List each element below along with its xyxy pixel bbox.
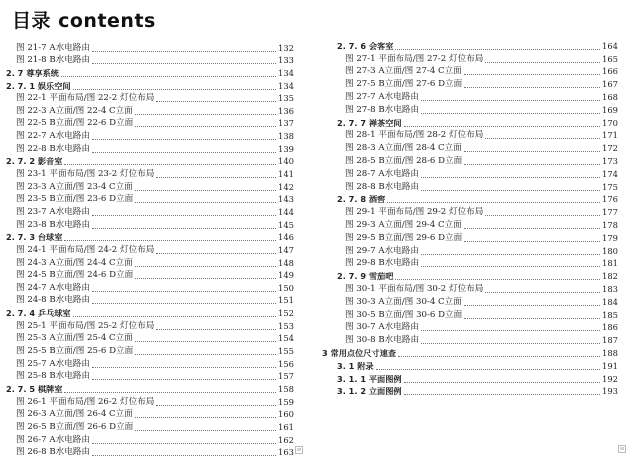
toc-entry-label: 图 27-8 B水电路由: [345, 104, 420, 115]
toc-entry-label: 2. 7. 5 棋牌室: [6, 383, 63, 394]
toc-entry[interactable]: [322, 180, 618, 193]
toc-entry-page: 134: [278, 67, 294, 78]
toc-entry[interactable]: [0, 167, 294, 180]
toc-entry-label: 图 26-8 B水电路由: [16, 447, 91, 458]
toc-entry-label: 图 27-1 平面布局/图 27-2 灯位布局: [345, 53, 484, 64]
dot-leader: [464, 304, 600, 306]
toc-entry-label: 图 29-8 B水电路由: [345, 258, 420, 269]
toc-entry[interactable]: [322, 90, 618, 103]
dot-leader: [404, 393, 600, 395]
toc-entry-label: 图 22-8 B水电路由: [16, 143, 91, 154]
toc-entry-label: 2. 7. 2 影音室: [6, 156, 63, 167]
toc-entry-page: 132: [278, 42, 294, 53]
toc-entry-page: 152: [278, 308, 294, 319]
toc-entry-page: 155: [278, 346, 294, 357]
toc-entry-label: 图 24-8 B水电路由: [16, 295, 91, 306]
toc-entry-page: 162: [278, 434, 294, 445]
toc-entry-page: 174: [602, 168, 618, 179]
toc-entry-page: 175: [602, 181, 618, 192]
dot-leader: [135, 113, 276, 115]
toc-entry-label: 图 22-3 A立面/图 22-4 C立面: [16, 105, 133, 116]
dot-leader: [156, 404, 276, 406]
toc-entry-page: 170: [602, 117, 618, 128]
toc-entry-label: 3 常用点位尺寸速查: [322, 347, 397, 358]
dot-leader: [135, 125, 276, 127]
dot-leader: [464, 150, 600, 152]
toc-entry-label: 图 30-3 A立面/图 30-4 C立面: [345, 296, 462, 307]
dot-leader: [421, 112, 600, 114]
toc-entry-page: 151: [278, 295, 294, 306]
toc-entry-label: 3. 1 附录: [337, 360, 374, 371]
toc-entry-page: 165: [602, 53, 618, 64]
dot-leader: [92, 151, 276, 153]
toc-entry-page: 159: [278, 396, 294, 407]
toc-entry[interactable]: [0, 79, 294, 92]
toc-entry[interactable]: [0, 243, 294, 256]
toc-entry-label: 图 28-3 A立面/图 28-4 C立面: [345, 143, 462, 154]
toc-left-column: [0, 41, 294, 458]
toc-entry-page: 184: [602, 296, 618, 307]
toc-entry-label: 图 27-7 A水电路由: [345, 91, 419, 102]
dot-leader: [92, 378, 276, 380]
toc-entry-label: 图 22-5 B立面/图 22-6 D立面: [16, 118, 134, 129]
dot-leader: [92, 214, 276, 216]
toc-entry-label: 图 27-5 B立面/图 27-6 D立面: [345, 79, 463, 90]
toc-entry[interactable]: [0, 54, 294, 67]
dot-leader: [92, 442, 276, 444]
dot-leader: [156, 100, 276, 102]
dot-leader: [464, 163, 600, 165]
toc-right-column: [322, 39, 618, 397]
toc-entry-label: 图 25-1 平面布局/图 25-2 灯位布局: [16, 320, 155, 331]
toc-entry-page: 160: [278, 409, 294, 420]
toc-entry[interactable]: [322, 141, 618, 154]
toc-entry-page: 185: [602, 309, 618, 320]
toc-entry-label: 2. 7. 9 雪茄吧: [337, 271, 394, 282]
toc-entry-label: 图 23-8 B水电路由: [16, 219, 91, 230]
toc-entry[interactable]: [322, 129, 618, 142]
toc-entry-page: 141: [278, 169, 294, 180]
toc-entry[interactable]: [322, 65, 618, 78]
toc-entry-label: 图 30-1 平面布局/图 30-2 灯位布局: [345, 283, 484, 294]
dot-leader: [135, 340, 276, 342]
toc-entry-page: 144: [278, 206, 294, 217]
dot-leader: [421, 253, 600, 255]
toc-entry-page: 147: [278, 244, 294, 255]
toc-entry-label: 图 28-1 平面布局/图 28-2 灯位布局: [345, 130, 484, 141]
dot-leader: [92, 227, 276, 229]
toc-entry[interactable]: [0, 319, 294, 332]
toc-entry-page: 136: [278, 105, 294, 116]
toc-entry-label: 2. 7. 1 娱乐空间: [6, 80, 71, 91]
toc-entry-page: 142: [278, 181, 294, 192]
toc-entry[interactable]: [322, 218, 618, 231]
dot-leader: [156, 176, 276, 178]
toc-entry-page: 191: [602, 360, 618, 371]
toc-entry[interactable]: [0, 370, 294, 383]
toc-entry[interactable]: [322, 308, 618, 321]
toc-entry-page: 186: [602, 322, 618, 333]
toc-entry[interactable]: [322, 167, 618, 180]
toc-entry-label: 图 29-5 B立面/图 29-6 D立面: [345, 232, 463, 243]
dot-leader: [404, 381, 600, 383]
toc-entry-page: 183: [602, 283, 618, 294]
toc-entry-page: 158: [278, 383, 294, 394]
toc-entry-label: 图 28-5 B立面/图 28-6 D立面: [345, 155, 463, 166]
toc-entry-label: 2. 7. 8 酒窖: [337, 194, 386, 205]
toc-entry-label: 图 25-8 B水电路由: [16, 371, 91, 382]
toc-entry-page: 143: [278, 194, 294, 205]
toc-entry-page: 182: [602, 271, 618, 282]
toc-entry-label: 2. 7 尊享系统: [6, 67, 59, 78]
toc-entry[interactable]: [0, 433, 294, 446]
dot-leader: [156, 252, 276, 254]
toc-entry-page: 163: [278, 447, 294, 458]
toc-entry-page: 166: [602, 66, 618, 77]
toc-entry[interactable]: [0, 193, 294, 206]
toc-entry-label: 图 30-8 B水电路由: [345, 335, 420, 346]
dot-leader: [156, 328, 276, 330]
toc-entry-label: 图 24-5 B立面/图 24-6 D立面: [16, 270, 134, 281]
toc-entry[interactable]: [0, 129, 294, 142]
toc-entry[interactable]: [322, 385, 618, 398]
toc-entry-label: 3. 1. 2 立面图例: [337, 386, 402, 397]
toc-entry-page: 180: [602, 245, 618, 256]
dot-leader: [135, 189, 276, 191]
toc-entry[interactable]: [322, 321, 618, 334]
toc-entry-page: 137: [278, 118, 294, 129]
toc-entry[interactable]: [0, 382, 294, 395]
toc-entry-page: 138: [278, 131, 294, 142]
toc-entry-label: 图 29-7 A水电路由: [345, 245, 419, 256]
toc-entry-page: 154: [278, 333, 294, 344]
toc-entry-label: 图 23-1 平面布局/图 23-2 灯位布局: [16, 169, 155, 180]
toc-entry-label: 2. 7. 3 台球室: [6, 232, 63, 243]
toc-entry-page: 179: [602, 232, 618, 243]
toc-entry-page: 135: [278, 93, 294, 104]
dot-leader: [464, 227, 600, 229]
toc-entry-page: 146: [278, 232, 294, 243]
toc-entry-page: 156: [278, 358, 294, 369]
toc-entry[interactable]: [322, 154, 618, 167]
toc-entry-label: 图 25-7 A水电路由: [16, 358, 90, 369]
dot-leader: [135, 277, 276, 279]
toc-entry[interactable]: [0, 117, 294, 130]
toc-entry[interactable]: [322, 193, 618, 206]
toc-entry[interactable]: [322, 77, 618, 90]
toc-entry-label: 图 24-3 A立面/图 24-4 C立面: [16, 257, 133, 268]
toc-entry-page: 172: [602, 143, 618, 154]
toc-entry-page: 187: [602, 335, 618, 346]
dot-leader: [61, 75, 276, 77]
toc-entry-label: 图 23-7 A水电路由: [16, 206, 90, 217]
toc-entry[interactable]: [0, 218, 294, 231]
dot-leader: [135, 416, 276, 418]
toc-entry[interactable]: [322, 372, 618, 385]
toc-entry[interactable]: [0, 344, 294, 357]
dot-leader: [421, 99, 600, 101]
toc-entry-label: 图 21-8 B水电路由: [16, 55, 91, 66]
toc-entry[interactable]: [0, 294, 294, 307]
toc-entry[interactable]: [0, 41, 294, 54]
toc-entry-label: 2. 7. 7 禅茶空间: [337, 117, 402, 128]
toc-entry[interactable]: [0, 446, 294, 459]
toc-entry-page: 193: [602, 386, 618, 397]
toc-entry-page: 192: [602, 373, 618, 384]
toc-entry[interactable]: [0, 256, 294, 269]
toc-entry-label: 图 22-1 平面布局/图 22-2 灯位布局: [16, 93, 155, 104]
toc-entry[interactable]: [0, 180, 294, 193]
toc-entry-page: 167: [602, 79, 618, 90]
dot-leader: [135, 201, 276, 203]
toc-entry-page: 171: [602, 130, 618, 141]
toc-entry[interactable]: [0, 66, 294, 79]
toc-entry[interactable]: [322, 205, 618, 218]
toc-entry-label: 图 21-7 A水电路由: [16, 42, 90, 53]
toc-entry-label: 图 29-1 平面布局/图 29-2 灯位布局: [345, 207, 484, 218]
dot-leader: [92, 454, 276, 456]
dot-leader: [135, 265, 276, 267]
toc-entry-label: 图 30-7 A水电路由: [345, 322, 419, 333]
dot-leader: [485, 214, 600, 216]
dot-leader: [464, 86, 600, 88]
dot-leader: [421, 329, 600, 331]
dot-leader: [135, 429, 276, 431]
dot-leader: [92, 50, 276, 52]
toc-entry[interactable]: [0, 269, 294, 282]
dot-leader: [376, 368, 600, 370]
dot-leader: [64, 163, 276, 165]
toc-entry[interactable]: [0, 92, 294, 105]
toc-entry-page: 150: [278, 282, 294, 293]
toc-entry-label: 2. 7. 4 乒乓球室: [6, 308, 71, 319]
toc-entry[interactable]: [0, 332, 294, 345]
toc-entry[interactable]: [0, 357, 294, 370]
dot-leader: [421, 342, 600, 344]
toc-entry-label: 图 25-3 A立面/图 25-4 C立面: [16, 333, 133, 344]
toc-entry-page: 176: [602, 194, 618, 205]
toc-entry-page: 149: [278, 270, 294, 281]
dot-leader: [73, 315, 276, 317]
toc-entry[interactable]: [322, 295, 618, 308]
toc-entry-page: 168: [602, 91, 618, 102]
toc-entry[interactable]: [322, 269, 618, 282]
toc-entry-label: 图 27-3 A立面/图 27-4 C立面: [345, 66, 462, 77]
dot-leader: [464, 240, 600, 242]
toc-entry-label: 图 22-7 A水电路由: [16, 131, 90, 142]
dot-leader: [92, 366, 276, 368]
dot-leader: [64, 239, 276, 241]
toc-entry-label: 图 26-1 平面布局/图 26-2 灯位布局: [16, 396, 155, 407]
toc-entry-page: 164: [602, 40, 618, 51]
toc-entry[interactable]: [322, 282, 618, 295]
dot-leader: [135, 353, 276, 355]
toc-entry-page: 148: [278, 257, 294, 268]
toc-entry-label: 图 29-3 A立面/图 29-4 C立面: [345, 219, 462, 230]
dot-leader: [464, 73, 600, 75]
toc-entry-page: 169: [602, 104, 618, 115]
toc-entry-page: 153: [278, 320, 294, 331]
toc-entry-page: 178: [602, 219, 618, 230]
toc-entry-page: 133: [278, 55, 294, 66]
toc-entry-label: 图 28-7 A水电路由: [345, 168, 419, 179]
toc-entry[interactable]: [0, 408, 294, 421]
toc-entry[interactable]: [322, 39, 618, 52]
toc-entry-page: 177: [602, 207, 618, 218]
dot-leader: [73, 88, 276, 90]
dot-leader: [92, 290, 276, 292]
dot-leader: [64, 391, 276, 393]
dot-leader: [485, 137, 600, 139]
dot-leader: [421, 189, 600, 191]
toc-entry-page: 188: [602, 347, 618, 358]
toc-entry[interactable]: [0, 395, 294, 408]
page-marker-icon: ⊞: [619, 446, 625, 452]
dot-leader: [464, 317, 600, 319]
toc-entry[interactable]: [0, 231, 294, 244]
toc-entry-page: 134: [278, 80, 294, 91]
dot-leader: [485, 291, 600, 293]
toc-entry-page: 140: [278, 156, 294, 167]
toc-entry[interactable]: [0, 104, 294, 117]
toc-entry-label: 图 23-5 B立面/图 23-6 D立面: [16, 194, 134, 205]
toc-entry-label: 图 24-7 A水电路由: [16, 282, 90, 293]
dot-leader: [387, 201, 600, 203]
toc-entry[interactable]: [0, 420, 294, 433]
toc-entry-label: 图 26-5 B立面/图 26-6 D立面: [16, 421, 134, 432]
dot-leader: [421, 265, 600, 267]
toc-entry[interactable]: [0, 205, 294, 218]
dot-leader: [92, 62, 276, 64]
dot-leader: [92, 302, 276, 304]
page-marker-icon: ⊞: [296, 447, 302, 453]
toc-entry-page: 139: [278, 143, 294, 154]
dot-leader: [395, 278, 600, 280]
toc-entry[interactable]: [322, 359, 618, 372]
dot-leader: [421, 176, 600, 178]
dot-leader: [395, 48, 600, 50]
toc-entry[interactable]: [0, 142, 294, 155]
toc-entry[interactable]: [322, 52, 618, 65]
toc-entry[interactable]: [0, 306, 294, 319]
toc-entry[interactable]: [322, 333, 618, 346]
toc-entry-label: 3. 1. 1 平面图例: [337, 373, 402, 384]
toc-entry-label: 图 28-8 B水电路由: [345, 181, 420, 192]
toc-entry-label: 图 25-5 B立面/图 25-6 D立面: [16, 346, 134, 357]
dot-leader: [485, 61, 600, 63]
toc-entry-page: 145: [278, 219, 294, 230]
dot-leader: [404, 125, 600, 127]
toc-entry-page: 161: [278, 421, 294, 432]
toc-entry[interactable]: [322, 231, 618, 244]
toc-entry[interactable]: [0, 155, 294, 168]
toc-entry-label: 图 30-5 B立面/图 30-6 D立面: [345, 309, 463, 320]
toc-entry-label: 2. 7. 6 会客室: [337, 40, 394, 51]
dot-leader: [398, 355, 600, 357]
toc-entry-label: 图 26-3 A立面/图 26-4 C立面: [16, 409, 133, 420]
toc-entry[interactable]: [322, 103, 618, 116]
toc-entry-label: 图 26-7 A水电路由: [16, 434, 90, 445]
page-title: 目录 contents: [12, 10, 156, 32]
toc-entry-page: 157: [278, 371, 294, 382]
toc-entry[interactable]: [322, 257, 618, 270]
toc-entry-label: 图 24-1 平面布局/图 24-2 灯位布局: [16, 244, 155, 255]
toc-entry-label: 图 23-3 A立面/图 23-4 C立面: [16, 181, 133, 192]
toc-entry-page: 173: [602, 155, 618, 166]
toc-entry[interactable]: [322, 346, 618, 359]
toc-entry[interactable]: [322, 116, 618, 129]
toc-entry[interactable]: [322, 244, 618, 257]
toc-entry[interactable]: [0, 281, 294, 294]
toc-entry-page: 181: [602, 258, 618, 269]
dot-leader: [92, 138, 276, 140]
